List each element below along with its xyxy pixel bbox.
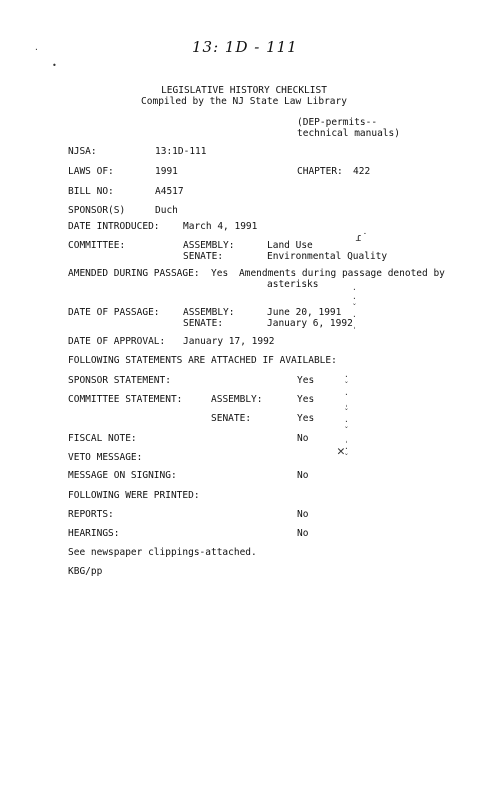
sponsor-statement-label: SPONSOR STATEMENT: — [68, 375, 171, 386]
statements-attached-heading: FOLLOWING STATEMENTS ARE ATTACHED IF AVAILABLE: — [68, 355, 337, 366]
printed-heading: FOLLOWING WERE PRINTED: — [68, 490, 200, 501]
reports-value: No — [297, 509, 309, 520]
approval-label: DATE OF APPROVAL: — [68, 336, 166, 347]
hearings-label: HEARINGS: — [68, 528, 120, 539]
passage-label: DATE OF PASSAGE: — [68, 307, 160, 318]
margin-dots: · ˇ · ˌ ˇ · ˇ ˌ · ˇ — [344, 372, 349, 462]
fiscal-note-value: No — [297, 433, 309, 444]
document-subtitle: Compiled by the NJ State Law Library — [141, 96, 347, 107]
bill-label: BILL NO: — [68, 186, 114, 197]
njsa-value: 13:1D-111 — [155, 146, 207, 157]
committee-senate-value: Environmental Quality — [267, 251, 388, 262]
passage-senate-value: January 6, 1992 — [267, 318, 353, 329]
veto-message-label: VETO MESSAGE: — [68, 452, 143, 463]
reports-label: REPORTS: — [68, 509, 114, 520]
clippings-note: See newspaper clippings-attached. — [68, 547, 257, 558]
committee-statement-senate-label: SENATE: — [211, 413, 252, 424]
committee-label: COMMITTEE: — [68, 240, 126, 251]
typist-initials: KBG/pp — [68, 566, 103, 577]
chapter-value: 422 — [353, 166, 371, 177]
committee-assembly-value: Land Use — [267, 240, 313, 251]
handwritten-statute-number: 13: 1D - 111 — [192, 38, 298, 56]
committee-statement-senate-value: Yes — [297, 413, 315, 424]
amended-note-line1: Amendments during passage denoted by — [239, 268, 445, 279]
amended-note-line2: asterisks — [267, 279, 319, 290]
message-signing-label: MESSAGE ON SIGNING: — [68, 470, 177, 481]
committee-assembly-label: ASSEMBLY: — [183, 240, 235, 251]
pen-mark: ɾ˙ — [355, 231, 369, 244]
amended-label: AMENDED DURING PASSAGE: — [68, 268, 200, 279]
chapter-label: CHAPTER: — [297, 166, 343, 177]
laws-value: 1991 — [155, 166, 178, 177]
passage-assembly-value: June 20, 1991 — [267, 307, 342, 318]
sponsor-statement-value: Yes — [297, 375, 315, 386]
topic-note-line2: technical manuals) — [297, 128, 400, 139]
amended-value: Yes — [211, 268, 229, 279]
document-title: LEGISLATIVE HISTORY CHECKLIST — [161, 85, 327, 96]
message-signing-value: No — [297, 470, 309, 481]
bill-value: A4517 — [155, 186, 184, 197]
fiscal-note-label: FISCAL NOTE: — [68, 433, 137, 444]
laws-label: LAWS OF: — [68, 166, 114, 177]
topic-note-line1: (DEP-permits-- — [297, 117, 378, 128]
sponsor-value: Duch — [155, 205, 178, 216]
approval-value: January 17, 1992 — [183, 336, 275, 347]
sponsor-label: SPONSOR(S) — [68, 205, 126, 216]
pen-mark: ✕ — [337, 444, 345, 459]
passage-senate-label: SENATE: — [183, 318, 224, 329]
njsa-label: NJSA: — [68, 146, 97, 157]
committee-statement-label: COMMITTEE STATEMENT: — [68, 394, 183, 405]
introduced-label: DATE INTRODUCED: — [68, 221, 160, 232]
committee-senate-label: SENATE: — [183, 251, 224, 262]
hearings-value: No — [297, 528, 309, 539]
committee-statement-assembly-value: Yes — [297, 394, 315, 405]
introduced-value: March 4, 1991 — [183, 221, 258, 232]
committee-statement-assembly-label: ASSEMBLY: — [211, 394, 263, 405]
scan-speck: • — [52, 61, 57, 70]
margin-dots: · · ˇ · ˌ — [352, 285, 357, 330]
passage-assembly-label: ASSEMBLY: — [183, 307, 235, 318]
scan-speck: · — [34, 45, 39, 54]
